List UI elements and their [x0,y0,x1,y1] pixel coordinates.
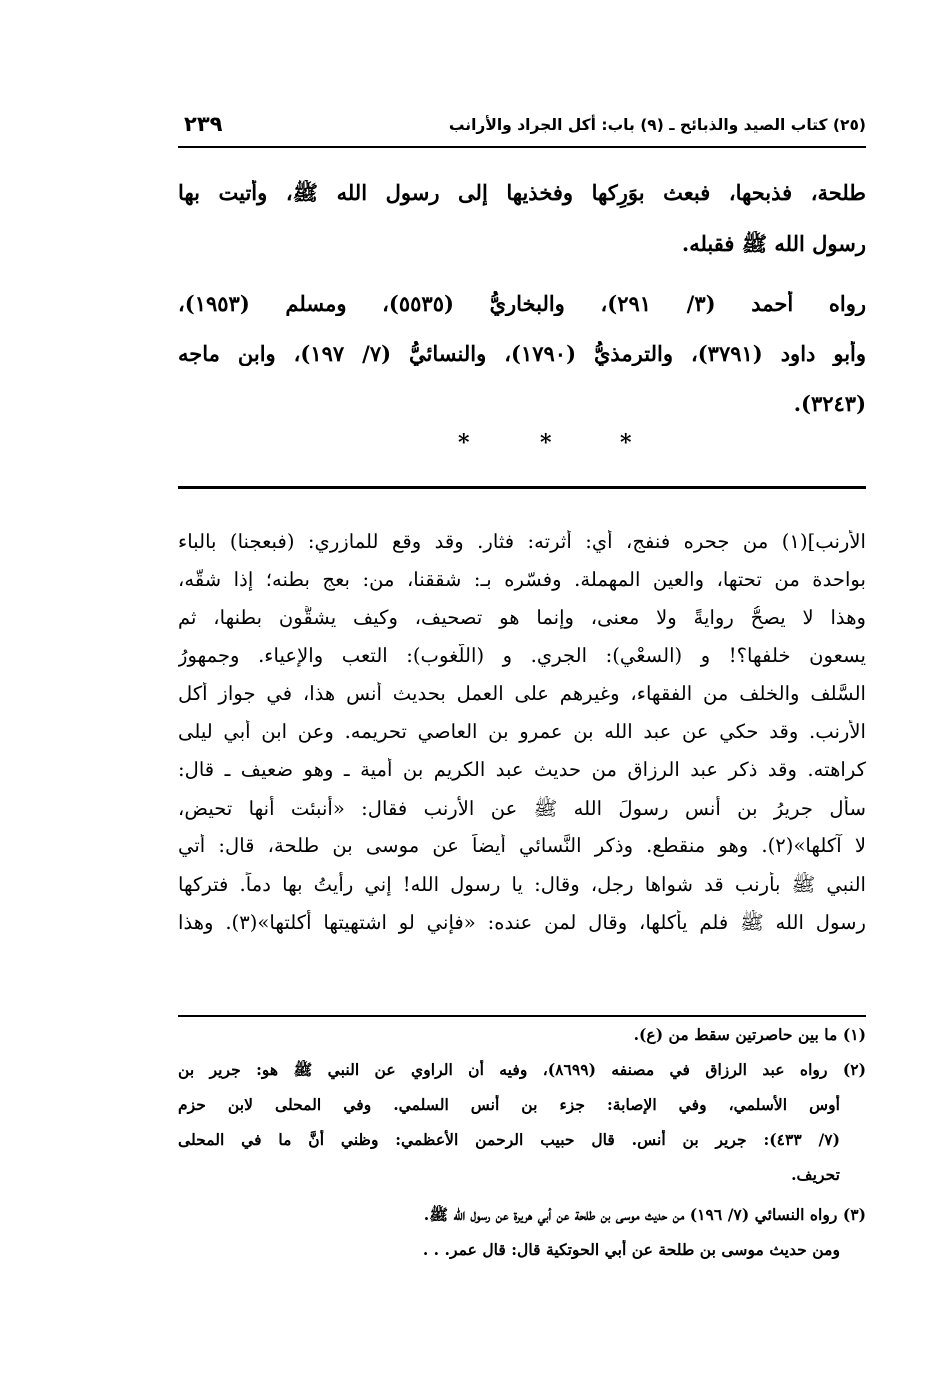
header-rule [178,146,866,148]
commentary-line: رسول الله ﷺ فلم يأكلها، وقال لمن عنده: «فإني لو اشتهيتها أكلتها»(٣). وهذا [178,911,866,934]
footnote-line: تحريف. [791,1165,840,1184]
main-line: (٣٢٤٣). [793,391,866,416]
commentary-rule [178,486,866,489]
commentary-line: الأرنب. وقد حكي عن عبد الله بن عمرو بن العاصي تحريمه. وعن ابن أبي ليلى [178,720,866,743]
main-line: رسول الله ﷺ فقبله. [681,231,866,256]
footnote-line: (٢) رواه عبد الرزاق في مصنفه (٨٦٩٩)، وفيه أن الراوي عن النبي ﷺ هو: جرير بن [178,1060,866,1079]
running-title: (٢٥) كتاب الصيد والذبائح ـ (٩) باب: أكل الجراد والأرانب [448,116,866,134]
separator-star: * [458,430,470,456]
commentary-line: وهذا لا يصحُّ روايةً ولا معنى، وإنما هو تصحيف، وكيف يشقُّون بطنها، ثم [178,606,866,629]
page-number: ٢٣٩ [184,112,223,136]
commentary-line: لا آكلها»(٢). وهو منقطع. وذكر النَّسائي أيضاً عن موسى بن طلحة، قال: أُتي [178,834,866,857]
main-line: وأبو داود (٣٧٩١)، والترمذيُّ (١٧٩٠)، والنسائيُّ (٧/ ١٩٧)، وابن ماجه [178,341,866,366]
separator-star: * [540,430,552,456]
separator-star: * [620,430,632,456]
commentary-line: الأرنب](١) من جحره فنفج، أي: أثرته: فثار. وقد وقع للمازري: (فبعجنا) بالباء [178,530,866,553]
footnote-line: (١) ما بين حاصرتين سقط من (ع). [633,1025,866,1044]
commentary-line: النبي ﷺ بأرنب قد شواها رجل، وقال: يا رسول الله! إني رأيتُ بها دماً. فتركها [178,873,866,896]
footnote-line: (٧/ ٤٣٣): جرير بن أنس. قال حبيب الرحمن الأعظمي: وظني أنَّ ما في المحلى [178,1130,840,1149]
footnote-line: ومن حديث موسى بن طلحة عن أبي الحوتكية قال: قال عمر. . . [422,1240,840,1259]
footnote-line: (٣) رواه النسائي (٧/ ١٩٦) من حديث موسى بن طلحة عن أبي هريرة عن رسول الله ﷺ. [423,1205,866,1224]
commentary-line: سأل جريرُ بن أنس رسولَ الله ﷺ عن الأرنب فقال: «أنبئت أنها تحيض، [178,797,866,820]
footnote-line: أوس الأسلمي، وفي الإصابة: جزء بن أنس السلمي. وفي المحلى لابن حزم [178,1095,840,1114]
commentary-line: السَّلف والخلف من الفقهاء، وغيرهم على العمل بحديث أنس هذا، في جواز أكل [178,682,866,705]
commentary-line: يسعون خلفها؟! و (السعْي): الجري. و (اللُّغوب): التعب والإعياء. وجمهورُ [178,644,866,667]
commentary-line: بواحدة من تحتها، والعين المهملة. وفسّره بـ: شققنا، من: بعج بطنه؛ إذا شقّه، [178,568,866,591]
main-line: رواه أحمد (٣/ ٢٩١)، والبخاريُّ (٥٥٣٥)، ومسلم (١٩٥٣)، [178,291,866,316]
commentary-line: كراهته. وقد ذكر عبد الرزاق من حديث عبد الكريم بن أمية ـ وهو ضعيف ـ قال: [178,758,866,781]
main-line: طلحة، فذبحها، فبعث بوَرِكها وفخذيها إلى رسول الله ﷺ، وأتيت بها [178,180,866,205]
page-header [178,112,866,142]
footnote-rule [178,1015,866,1017]
